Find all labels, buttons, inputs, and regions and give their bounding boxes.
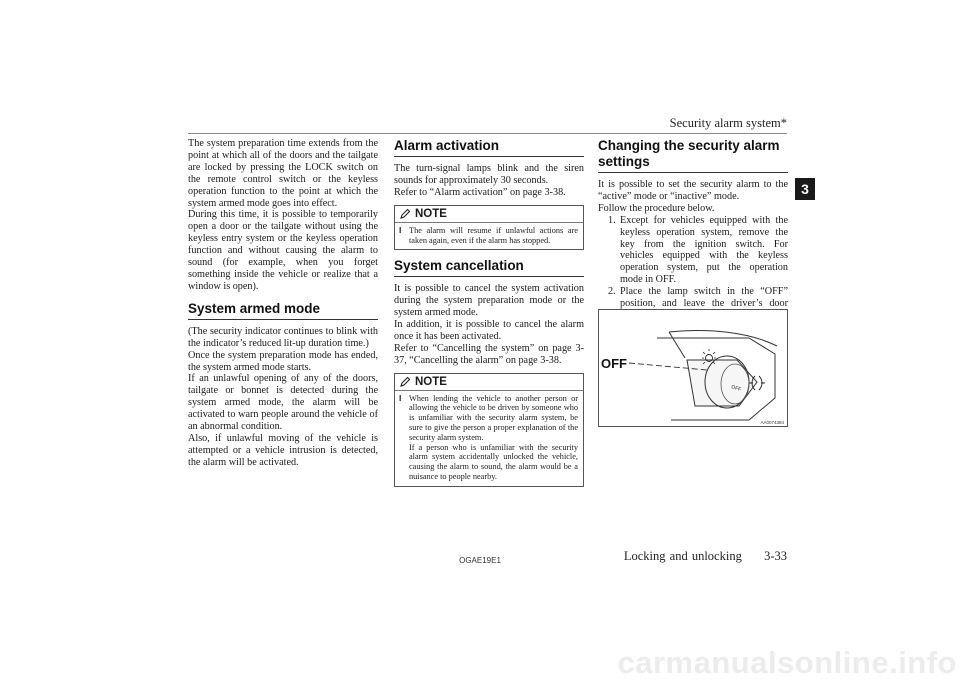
paragraph: It is possible to set the security alarm to the “active” mode or “inactive” mode. (598, 179, 788, 202)
note-header (395, 374, 583, 391)
procedure-step (608, 215, 788, 286)
step-number: 2. (608, 286, 616, 298)
lamp-switch-figure (598, 309, 788, 427)
knob-off-marking: OFF (730, 384, 742, 393)
paragraph: During this time, it is possible to temporarily open a door or the tailgate without using the keyless entry system or the keyless operation function and without causing the alarm to sound (for example, when you forget something inside the vehicle or realize that a window is open). (188, 209, 378, 292)
paragraph: (The security indicator continues to blink with the indicator’s reduced lit-up duration time.) (188, 325, 378, 349)
note-text: When lending the vehicle to another person or allowing the vehicle to be driven by someone who is unfamiliar with the security alarm system, be sure to give the person a proper explanation of the security alarm system. (409, 393, 578, 442)
note-text: If a person who is unfamiliar with the security alarm system accidentally unlocked the vehicle, causing the alarm to sound, the alarm would be a nuisance to people nearby. (409, 442, 578, 482)
note-box (394, 373, 584, 487)
paragraph: The system preparation time extends from the point at which all of the doors and the tailgate are locked by pressing the LOCK switch on the remote control switch or the keyless operation function to the point at which the system armed mode goes into effect. (188, 138, 378, 209)
note-label: NOTE (415, 375, 447, 388)
paragraph: Once the system preparation mode has ended, the system armed mode starts. (188, 349, 378, 373)
step-text: Place the lamp switch in the “OFF” position, and leave the driver’s door (620, 286, 788, 310)
note-pen-icon (399, 208, 411, 220)
cross-reference[interactable]: Refer to “Alarm activation” on page 3-38. (394, 186, 566, 198)
note-label: NOTE (415, 207, 447, 220)
cross-reference[interactable]: Refer to “Cancelling the system” on page 3-37, “Cancelling the alarm” on page 3-38. (394, 342, 584, 366)
step-number: 1. (608, 214, 616, 226)
note-header (395, 206, 583, 223)
bullet-mark: l (399, 392, 402, 403)
note-item (395, 394, 583, 482)
figure-code: AA0074384 (760, 420, 784, 425)
document-code: OGAE19E1 (459, 556, 501, 565)
paragraph: The turn-signal lamps blink and the siren sounds for approximately 30 seconds. (394, 163, 584, 186)
heading-system-armed-mode: System armed mode (188, 301, 378, 320)
running-header: Security alarm system* (669, 116, 787, 130)
note-box (394, 205, 584, 251)
lamp-switch-illustration (599, 310, 787, 426)
column-middle (394, 138, 584, 495)
note-text: The alarm will resume if unlawful actions are taken again, even if the alarm has stopped. (409, 225, 578, 245)
paragraph: In addition, it is possible to cancel the alarm once it has been activated. (394, 319, 584, 342)
paragraph: Follow the procedure below. (598, 202, 715, 214)
paragraph: If an unlawful opening of any of the doors, tailgate or bonnet is detected during the system armed mode, the alarm will be activated to warn people around the vehicle of an abnormal condition. (188, 373, 378, 433)
step-text: Except for vehicles equipped with the keyless operation system, remove the key from the ignition switch. For vehicles equipped with the keyless operation system, put the operation mode in OFF. (620, 214, 788, 286)
note-item (395, 226, 583, 246)
paragraph: Also, if unlawful moving of the vehicle is attempted or a vehicle intrusion is detected, the alarm will be activated. (188, 432, 378, 468)
procedure-steps (598, 215, 788, 322)
watermark: carmanualsonline.info (617, 645, 957, 680)
heading-system-cancellation: System cancellation (394, 258, 584, 277)
column-right (598, 138, 788, 322)
page-number: 3-33 (764, 549, 787, 563)
bullet-mark: l (399, 224, 402, 235)
header-rule (188, 133, 787, 134)
footer-section (590, 549, 787, 564)
note-pen-icon (399, 376, 411, 388)
chapter-tab[interactable]: 3 (795, 178, 815, 200)
paragraph: It is possible to cancel the system activation during the system preparation mode or the system armed mode. (394, 283, 584, 319)
off-position-label: OFF (601, 356, 627, 371)
footer-section-title: Locking and unlocking (623, 549, 742, 563)
heading-alarm-activation: Alarm activation (394, 138, 584, 157)
heading-changing-settings: Changing the security alarm settings (598, 138, 788, 173)
column-left (188, 138, 378, 469)
